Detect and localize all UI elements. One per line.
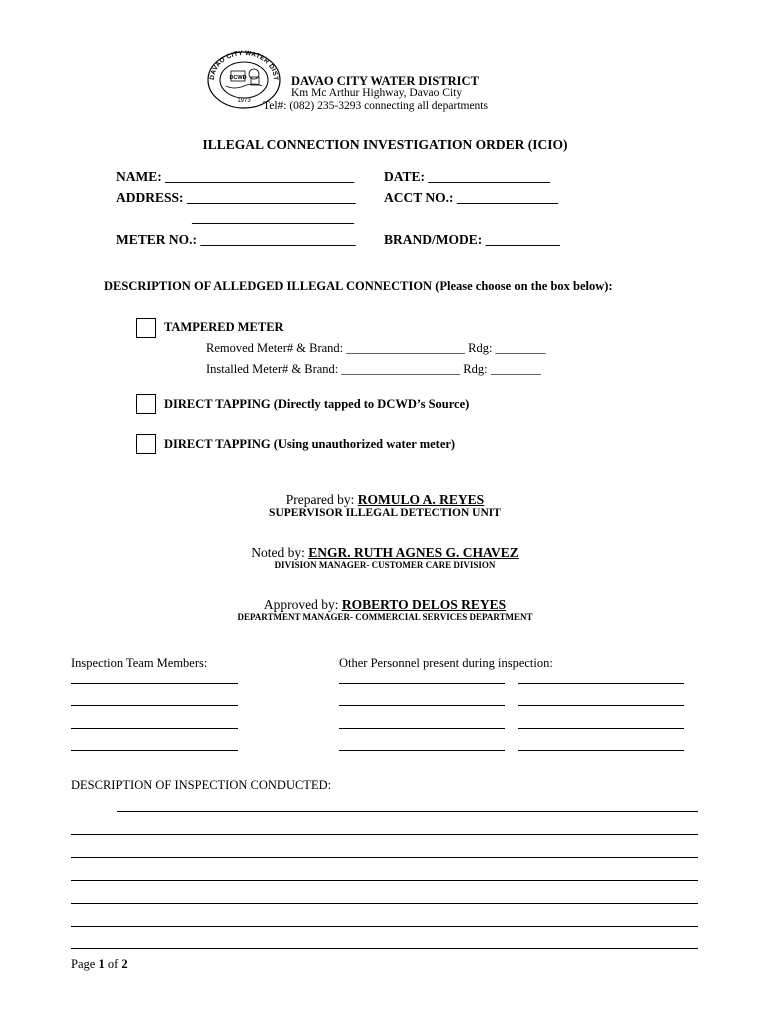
inspection-description-line[interactable] bbox=[71, 926, 698, 927]
prepared-by-line bbox=[0, 492, 770, 508]
personnel-line[interactable] bbox=[339, 750, 505, 751]
date-field: DATE: __________________ bbox=[384, 169, 550, 184]
address-continuation-field: ________________________ bbox=[192, 210, 354, 225]
inspection-description-line[interactable] bbox=[71, 903, 698, 904]
approved-by-label: Approved by: bbox=[263, 597, 342, 612]
inspection-description-heading: DESCRIPTION OF INSPECTION CONDUCTED: bbox=[71, 778, 332, 792]
prepared-by-title: SUPERVISOR ILLEGAL DETECTION UNIT bbox=[269, 507, 501, 519]
personnel-line[interactable] bbox=[339, 705, 505, 706]
direct-tapping-meter-label: DIRECT TAPPING (Using unauthorized water meter) bbox=[164, 437, 456, 451]
approved-by-title: DEPARTMENT MANAGER- COMMERCIAL SERVICES DEPARTMENT bbox=[237, 612, 533, 622]
inspection-description-line[interactable] bbox=[71, 880, 698, 881]
seal-center-text: DCWD bbox=[229, 75, 247, 81]
prepared-by-name: ROMULO A. REYES bbox=[357, 492, 485, 507]
brand-mode-field: BRAND/MODE: ___________ bbox=[384, 232, 560, 247]
noted-by-title: DIVISION MANAGER- CUSTOMER CARE DIVISION bbox=[274, 560, 496, 570]
inspection-description-line[interactable] bbox=[117, 811, 698, 812]
team-member-line[interactable] bbox=[71, 750, 238, 751]
org-address: Km Mc Arthur Highway, Davao City bbox=[291, 87, 463, 99]
personnel-line[interactable] bbox=[518, 705, 684, 706]
seal-ring-text: DAVAO CITY WATER DIST bbox=[208, 50, 280, 81]
direct-tapping-meter-checkbox[interactable] bbox=[136, 434, 156, 454]
inspection-description-line[interactable] bbox=[71, 834, 698, 835]
direct-tapping-source-checkbox[interactable] bbox=[136, 394, 156, 414]
inspection-description-line[interactable] bbox=[71, 857, 698, 858]
personnel-line[interactable] bbox=[518, 750, 684, 751]
team-member-line[interactable] bbox=[71, 683, 238, 684]
description-heading: DESCRIPTION OF ALLEDGED ILLEGAL CONNECTION (Please choose on the box below): bbox=[104, 279, 613, 293]
approved-by-line bbox=[0, 597, 770, 613]
org-tel: Tel#: (082) 235-3293 connecting all departments bbox=[263, 100, 488, 112]
noted-by-name: ENGR. RUTH AGNES G. CHAVEZ bbox=[308, 545, 519, 560]
org-name: DAVAO CITY WATER DISTRICT bbox=[291, 74, 479, 88]
page-number bbox=[71, 957, 128, 972]
direct-tapping-source-label: DIRECT TAPPING (Directly tapped to DCWD’s Source) bbox=[164, 397, 470, 411]
tampered-meter-label: TAMPERED METER bbox=[164, 320, 284, 334]
noted-by-line bbox=[0, 545, 770, 561]
inspection-description-line[interactable] bbox=[71, 948, 698, 949]
personnel-line[interactable] bbox=[339, 683, 505, 684]
meter-no-field: METER NO.: _______________________ bbox=[116, 232, 356, 247]
noted-by-label: Noted by: bbox=[251, 545, 309, 560]
page-total: 2 bbox=[121, 957, 128, 971]
name-field: NAME: ____________________________ bbox=[116, 169, 355, 184]
address-field: ADDRESS: _________________________ bbox=[116, 190, 356, 205]
inspection-team-label: Inspection Team Members: bbox=[71, 656, 208, 670]
personnel-line[interactable] bbox=[518, 683, 684, 684]
team-member-line[interactable] bbox=[71, 705, 238, 706]
acct-no-field: ACCT NO.: _______________ bbox=[384, 190, 559, 205]
tampered-meter-checkbox[interactable] bbox=[136, 318, 156, 338]
page-current: 1 bbox=[98, 957, 105, 971]
installed-meter-line: Installed Meter# & Brand: ___________________ Rdg: ________ bbox=[206, 362, 541, 376]
other-personnel-label: Other Personnel present during inspection: bbox=[339, 656, 553, 670]
removed-meter-line: Removed Meter# & Brand: ___________________ Rdg: ________ bbox=[206, 341, 546, 355]
approved-by-name: ROBERTO DELOS REYES bbox=[341, 597, 507, 612]
page-prefix: Page bbox=[71, 957, 99, 971]
personnel-line[interactable] bbox=[339, 728, 505, 729]
prepared-by-label: Prepared by: bbox=[285, 492, 358, 507]
page-of: of bbox=[104, 957, 122, 971]
seal-year-text: 1973 bbox=[237, 98, 251, 104]
form-title: ILLEGAL CONNECTION INVESTIGATION ORDER (ICIO) bbox=[202, 137, 568, 152]
personnel-line[interactable] bbox=[518, 728, 684, 729]
team-member-line[interactable] bbox=[71, 728, 238, 729]
